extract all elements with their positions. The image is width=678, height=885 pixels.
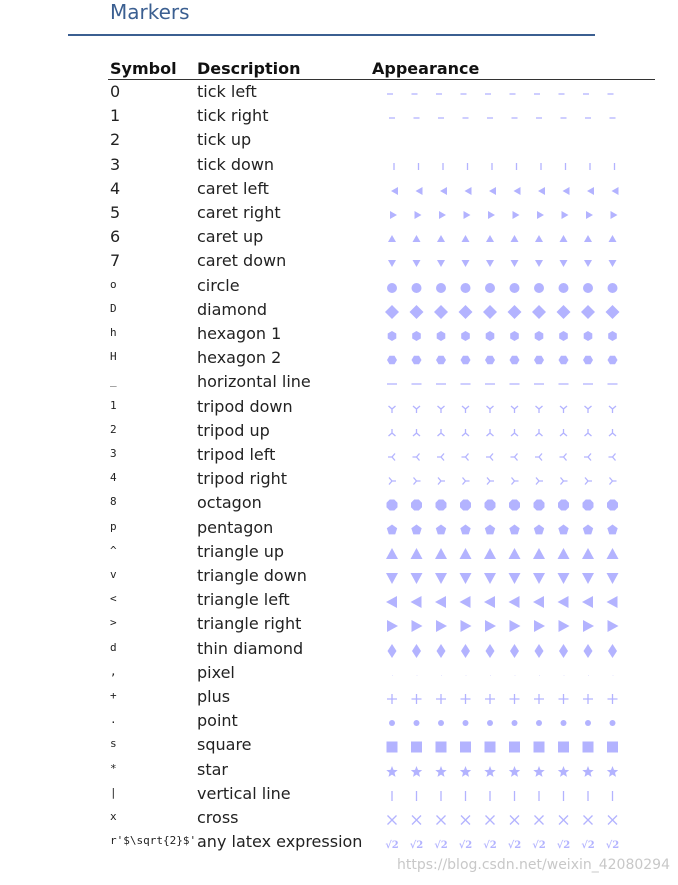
marker-symbol: o: [110, 277, 117, 291]
caret-left-icon: [370, 179, 615, 203]
table-row: [0, 445, 678, 469]
svg-text:√2: √2: [507, 840, 522, 852]
marker-symbol: ,: [110, 664, 117, 678]
marker-symbol: d: [110, 640, 117, 654]
marker-symbol: >: [110, 616, 117, 630]
marker-appearance: [370, 663, 615, 687]
marker-appearance: [370, 348, 615, 372]
marker-description: star: [197, 759, 228, 779]
marker-symbol: s: [110, 737, 117, 751]
marker-appearance: [370, 372, 615, 396]
table-row: [0, 832, 678, 856]
hexagon-1-icon: [370, 324, 615, 348]
tick-left-icon: [370, 82, 615, 106]
pentagon-icon: [370, 518, 615, 542]
title-underline: [68, 34, 595, 36]
square-icon: [370, 735, 615, 759]
table-row: [0, 348, 678, 372]
marker-description: tripod left: [197, 445, 276, 464]
horizontal-line-icon: [370, 372, 615, 396]
marker-appearance: [370, 518, 615, 542]
table-row: [0, 227, 678, 251]
marker-symbol: D: [110, 301, 117, 315]
plus-icon: [370, 687, 615, 711]
marker-symbol: |: [110, 785, 117, 799]
marker-description: hexagon 1: [197, 324, 282, 343]
marker-appearance: [370, 227, 615, 251]
table-row: [0, 784, 678, 808]
marker-symbol: H: [110, 350, 117, 364]
triangle-right-icon: [370, 614, 615, 638]
triangle-down-icon: [370, 566, 615, 590]
marker-symbol: .: [110, 713, 117, 727]
marker-description: hexagon 2: [197, 348, 282, 368]
marker-description: thin diamond: [197, 638, 304, 658]
marker-description: tripod down: [197, 396, 293, 416]
marker-description: caret down: [197, 251, 287, 271]
header-description: Description: [197, 59, 301, 78]
marker-appearance: [370, 735, 615, 759]
marker-symbol: h: [110, 326, 117, 339]
marker-appearance: [370, 106, 615, 130]
header-rule: [108, 79, 655, 80]
marker-appearance: [370, 687, 615, 711]
table-row: [0, 397, 678, 421]
svg-text:√2: √2: [581, 840, 595, 852]
table-row: [0, 614, 678, 638]
marker-description: tripod right: [197, 469, 288, 489]
marker-appearance: [370, 832, 620, 856]
table-row: [0, 542, 678, 566]
latex-sqrt2-icon: [370, 832, 620, 856]
marker-symbol: 4: [110, 471, 117, 485]
marker-description: any latex expression: [197, 832, 363, 852]
table-row: [0, 251, 678, 275]
svg-text:√2: √2: [409, 840, 424, 852]
table-row: [0, 493, 678, 517]
marker-appearance: [370, 711, 615, 735]
table-row: [0, 82, 678, 106]
marker-symbol: 8: [110, 495, 117, 509]
marker-description: tick right: [197, 106, 269, 126]
marker-symbol: x: [110, 810, 117, 823]
svg-text:√2: √2: [605, 840, 620, 852]
table-row: [0, 639, 678, 663]
marker-appearance: [370, 300, 615, 324]
marker-symbol: 1: [110, 398, 117, 412]
point-icon: [370, 711, 615, 735]
table-row: [0, 711, 678, 735]
caret-down-icon: [370, 251, 615, 275]
marker-description: point: [197, 711, 238, 731]
table-row: [0, 518, 678, 542]
table-row: [0, 106, 678, 130]
header-appearance: Appearance: [372, 59, 480, 78]
marker-description: triangle down: [197, 566, 307, 585]
octagon-icon: [370, 493, 615, 517]
marker-appearance: [370, 808, 615, 832]
table-row: [0, 566, 678, 590]
triangle-up-icon: [370, 542, 615, 566]
marker-description: caret up: [197, 227, 264, 247]
table-row: [0, 421, 678, 445]
marker-description: pixel: [197, 662, 235, 682]
marker-appearance: [370, 639, 615, 663]
marker-description: cross: [197, 808, 239, 827]
marker-appearance: [370, 82, 615, 106]
marker-symbol: 1: [110, 106, 121, 126]
marker-description: triangle right: [197, 614, 302, 634]
table-row: [0, 663, 678, 687]
marker-appearance: [370, 397, 615, 421]
marker-symbol: 3: [110, 447, 117, 460]
marker-appearance: [370, 542, 615, 566]
marker-appearance: [370, 760, 615, 784]
marker-description: tick up: [197, 130, 252, 150]
marker-symbol: 6: [110, 227, 121, 247]
svg-text:√2: √2: [483, 840, 497, 852]
caret-right-icon: [370, 203, 615, 227]
table-row: [0, 155, 678, 179]
marker-symbol: _: [110, 374, 117, 388]
header-symbol: Symbol: [110, 59, 177, 78]
marker-description: plus: [197, 687, 231, 706]
table-row: [0, 324, 678, 348]
marker-symbol: ^: [110, 543, 117, 557]
marker-appearance: [370, 614, 615, 638]
star-icon: [370, 760, 615, 784]
table-row: [0, 179, 678, 203]
triangle-left-icon: [370, 590, 615, 614]
marker-description: octagon: [197, 493, 262, 513]
marker-appearance: [370, 155, 615, 179]
marker-symbol: 0: [110, 82, 121, 101]
hexagon-2-icon: [370, 348, 615, 372]
svg-text:√2: √2: [434, 840, 448, 852]
marker-description: horizontal line: [197, 372, 311, 392]
marker-appearance: [370, 251, 615, 275]
marker-symbol: <: [110, 592, 117, 606]
marker-symbol: 2: [110, 130, 121, 150]
marker-symbol: 7: [110, 251, 121, 271]
svg-text:√2: √2: [556, 840, 571, 852]
marker-description: triangle left: [197, 590, 290, 610]
table-row: [0, 300, 678, 324]
marker-symbol: r'$\sqrt{2}$': [110, 834, 197, 848]
marker-appearance: [370, 179, 615, 203]
marker-appearance: [370, 203, 615, 227]
marker-appearance: [370, 493, 615, 517]
table-row: [0, 372, 678, 396]
marker-appearance: [370, 566, 615, 590]
table-row: [0, 808, 678, 832]
marker-appearance: [370, 590, 615, 614]
table-row: [0, 735, 678, 759]
marker-symbol: v: [110, 568, 117, 581]
pixel-icon: [370, 663, 615, 687]
marker-appearance: [370, 421, 615, 445]
marker-description: triangle up: [197, 541, 285, 561]
marker-appearance: [370, 130, 615, 154]
table-row: [0, 203, 678, 227]
marker-appearance: [370, 276, 615, 300]
svg-text:√2: √2: [458, 840, 473, 852]
table-row: [0, 687, 678, 711]
marker-symbol: 2: [110, 422, 117, 436]
marker-symbol: *: [110, 761, 117, 775]
cross-icon: [370, 808, 615, 832]
tripod-up-icon: [370, 421, 615, 445]
marker-symbol: +: [110, 689, 117, 702]
marker-appearance: [370, 784, 615, 808]
table-row: [0, 590, 678, 614]
table-row: [0, 760, 678, 784]
marker-symbol: 3: [110, 154, 121, 174]
marker-symbol: 5: [110, 203, 121, 222]
marker-description: tick left: [197, 82, 257, 101]
marker-description: caret right: [197, 203, 281, 222]
tick-down-icon: [370, 155, 615, 179]
marker-description: vertical line: [197, 783, 291, 803]
tick-right-icon: [370, 106, 615, 130]
table-row: [0, 469, 678, 493]
diamond-icon: [370, 300, 615, 324]
marker-symbol: p: [110, 519, 117, 533]
marker-description: square: [197, 735, 252, 755]
table-row: [0, 276, 678, 300]
vertical-line-icon: [370, 784, 615, 808]
tripod-right-icon: [370, 469, 615, 493]
thin-diamond-icon: [370, 639, 615, 663]
marker-appearance: [370, 469, 615, 493]
marker-description: circle: [197, 275, 240, 295]
marker-symbol: 4: [110, 178, 121, 198]
watermark: https://blog.csdn.net/weixin_42080294: [396, 857, 670, 873]
marker-description: diamond: [197, 299, 268, 319]
tripod-down-icon: [370, 397, 615, 421]
svg-text:√2: √2: [532, 840, 546, 852]
tick-up-icon: [370, 130, 615, 154]
circle-icon: [370, 276, 615, 300]
marker-appearance: [370, 445, 615, 469]
svg-text:√2: √2: [385, 840, 399, 852]
marker-appearance: [370, 324, 615, 348]
marker-description: tick down: [197, 154, 275, 174]
section-title: Markers: [110, 0, 190, 24]
marker-description: tripod up: [197, 420, 270, 440]
tripod-left-icon: [370, 445, 615, 469]
marker-description: caret left: [197, 178, 269, 198]
table-row: [0, 130, 678, 154]
marker-description: pentagon: [197, 517, 274, 537]
caret-up-icon: [370, 227, 615, 251]
